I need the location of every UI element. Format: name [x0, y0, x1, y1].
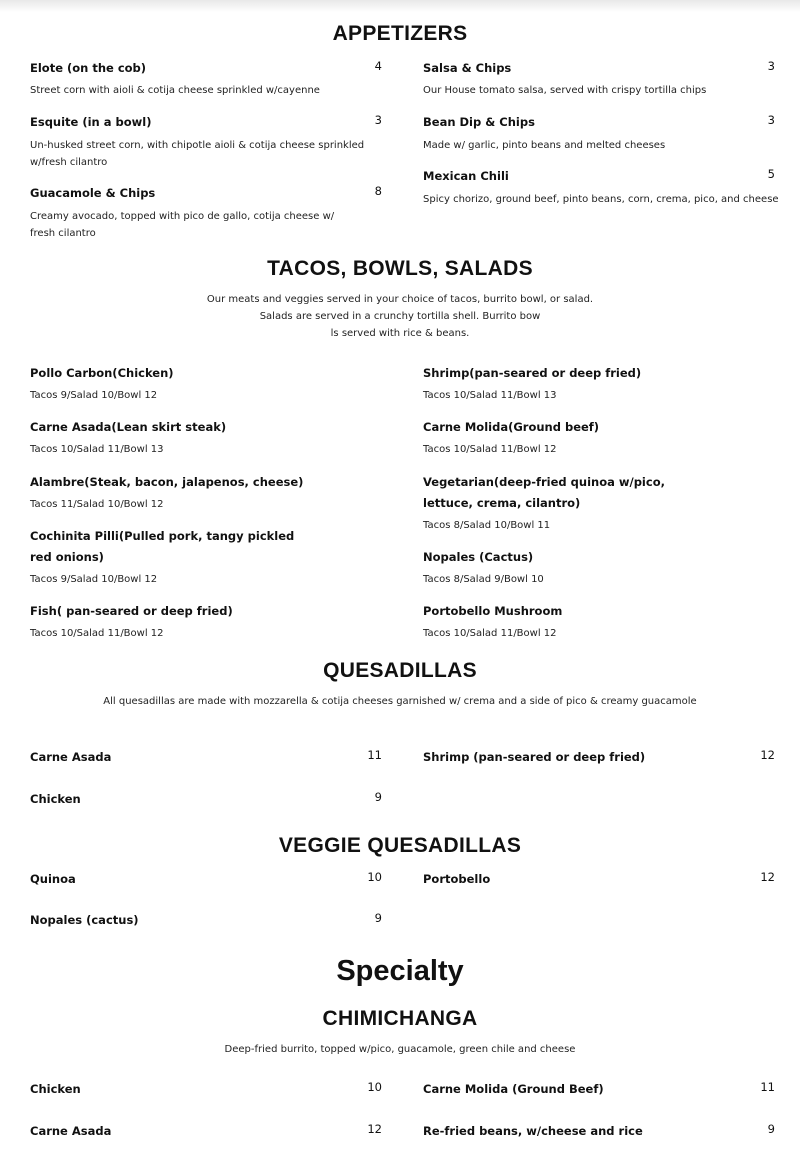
chimichanga-price: 10 — [367, 1080, 382, 1094]
veggie-price: 10 — [367, 870, 382, 884]
quesadillas-intro: All quesadillas are made with mozzarella & cotija cheeses garnished w/ crema and a side of pico & creamy guacamole — [103, 696, 697, 707]
appetizer-price: 3 — [374, 113, 382, 127]
veggie-price: 9 — [374, 911, 382, 925]
appetizer-name: Esquite (in a bowl) — [30, 115, 152, 129]
chimichanga-intro: Deep-fried burrito, topped w/pico, guacamole, green chile and cheese — [224, 1044, 576, 1055]
taco-prices: Tacos 10/Salad 11/Bowl 13 — [30, 444, 164, 455]
appetizer-name: Mexican Chili — [423, 169, 509, 183]
taco-prices: Tacos 9/Salad 10/Bowl 12 — [30, 574, 158, 585]
quesadilla-name: Carne Asada — [30, 750, 112, 764]
taco-prices: Tacos 8/Salad 9/Bowl 10 — [423, 574, 544, 585]
quesadilla-price: 11 — [367, 748, 382, 762]
veggie-name: Quinoa — [30, 872, 76, 886]
taco-name: Cochinita Pilli(Pulled pork, tangy pickled red onions) — [30, 529, 295, 564]
chimichanga-name: Chicken — [30, 1082, 81, 1096]
quesadillas-title: QUESADILLAS — [323, 659, 477, 682]
tacos-intro-line: ls served with rice & beans. — [330, 328, 470, 339]
appetizer-desc: Street corn with aioli & cotija cheese sprinkled w/cayenne — [30, 85, 320, 96]
taco-prices: Tacos 10/Salad 11/Bowl 13 — [423, 390, 557, 401]
taco-name: Alambre(Steak, bacon, jalapenos, cheese) — [30, 475, 304, 489]
tacos-intro-line: Salads are served in a crunchy tortilla shell. Burrito bow — [259, 311, 541, 322]
top-shadow — [0, 0, 800, 12]
taco-name: Shrimp(pan-seared or deep fried) — [423, 366, 642, 380]
appetizer-desc: Our House tomato salsa, served with crispy tortilla chips — [423, 85, 707, 96]
tacos-title: TACOS, BOWLS, SALADS — [267, 257, 533, 280]
appetizer-name: Bean Dip & Chips — [423, 115, 535, 129]
taco-prices: Tacos 9/Salad 10/Bowl 12 — [30, 390, 158, 401]
appetizer-price: 3 — [767, 59, 775, 73]
appetizer-desc: Un-husked street corn, with chipotle aioli & cotija cheese sprinkled w/fresh cilantro — [30, 140, 365, 168]
chimichanga-price: 12 — [367, 1122, 382, 1136]
tacos-intro-line: Our meats and veggies served in your choice of tacos, burrito bowl, or salad. — [206, 294, 594, 305]
taco-name: Nopales (Cactus) — [423, 550, 534, 564]
quesadilla-name: Shrimp (pan-seared or deep fried) — [423, 750, 646, 764]
taco-name: Fish( pan-seared or deep fried) — [30, 604, 233, 618]
quesadilla-price: 12 — [760, 748, 775, 762]
taco-name: Carne Molida(Ground beef) — [423, 420, 600, 434]
veggie-price: 12 — [760, 870, 775, 884]
appetizer-price: 5 — [767, 167, 775, 181]
appetizers-title: APPETIZERS — [332, 22, 468, 45]
chimichanga-name: Re-fried beans, w/cheese and rice — [423, 1124, 643, 1138]
taco-name: Portobello Mushroom — [423, 604, 563, 618]
quesadilla-price: 9 — [374, 790, 382, 804]
veggie-title: VEGGIE QUESADILLAS — [278, 834, 522, 857]
taco-prices: Tacos 10/Salad 11/Bowl 12 — [30, 628, 164, 639]
appetizer-desc: Creamy avocado, topped with pico de gallo, cotija cheese w/ fresh cilantro — [30, 211, 335, 239]
veggie-name: Nopales (cactus) — [30, 913, 139, 927]
taco-prices: Tacos 8/Salad 10/Bowl 11 — [423, 520, 551, 531]
chimichanga-title: CHIMICHANGA — [322, 1007, 478, 1030]
chimichanga-name: Carne Asada — [30, 1124, 112, 1138]
appetizer-name: Salsa & Chips — [423, 61, 512, 75]
taco-name: Pollo Carbon(Chicken) — [30, 366, 174, 380]
chimichanga-price: 9 — [767, 1122, 775, 1136]
appetizer-price: 4 — [374, 59, 382, 73]
taco-prices: Tacos 10/Salad 11/Bowl 12 — [423, 628, 557, 639]
appetizer-desc: Spicy chorizo, ground beef, pinto beans, corn, crema, pico, and cheese — [423, 194, 779, 205]
taco-prices: Tacos 10/Salad 11/Bowl 12 — [423, 444, 557, 455]
taco-prices: Tacos 11/Salad 10/Bowl 12 — [30, 499, 164, 510]
appetizer-price: 8 — [374, 184, 382, 198]
appetizer-name: Elote (on the cob) — [30, 61, 147, 75]
specialty-title: Specialty — [336, 955, 464, 987]
taco-name: Vegetarian(deep-fried quinoa w/pico, lettuce, crema, cilantro) — [423, 475, 665, 510]
taco-name: Carne Asada(Lean skirt steak) — [30, 420, 227, 434]
chimichanga-name: Carne Molida (Ground Beef) — [423, 1082, 604, 1096]
appetizer-price: 3 — [767, 113, 775, 127]
quesadilla-name: Chicken — [30, 792, 81, 806]
veggie-name: Portobello — [423, 872, 491, 886]
appetizer-desc: Made w/ garlic, pinto beans and melted cheeses — [423, 140, 666, 151]
appetizer-name: Guacamole & Chips — [30, 186, 156, 200]
chimichanga-price: 11 — [760, 1080, 775, 1094]
